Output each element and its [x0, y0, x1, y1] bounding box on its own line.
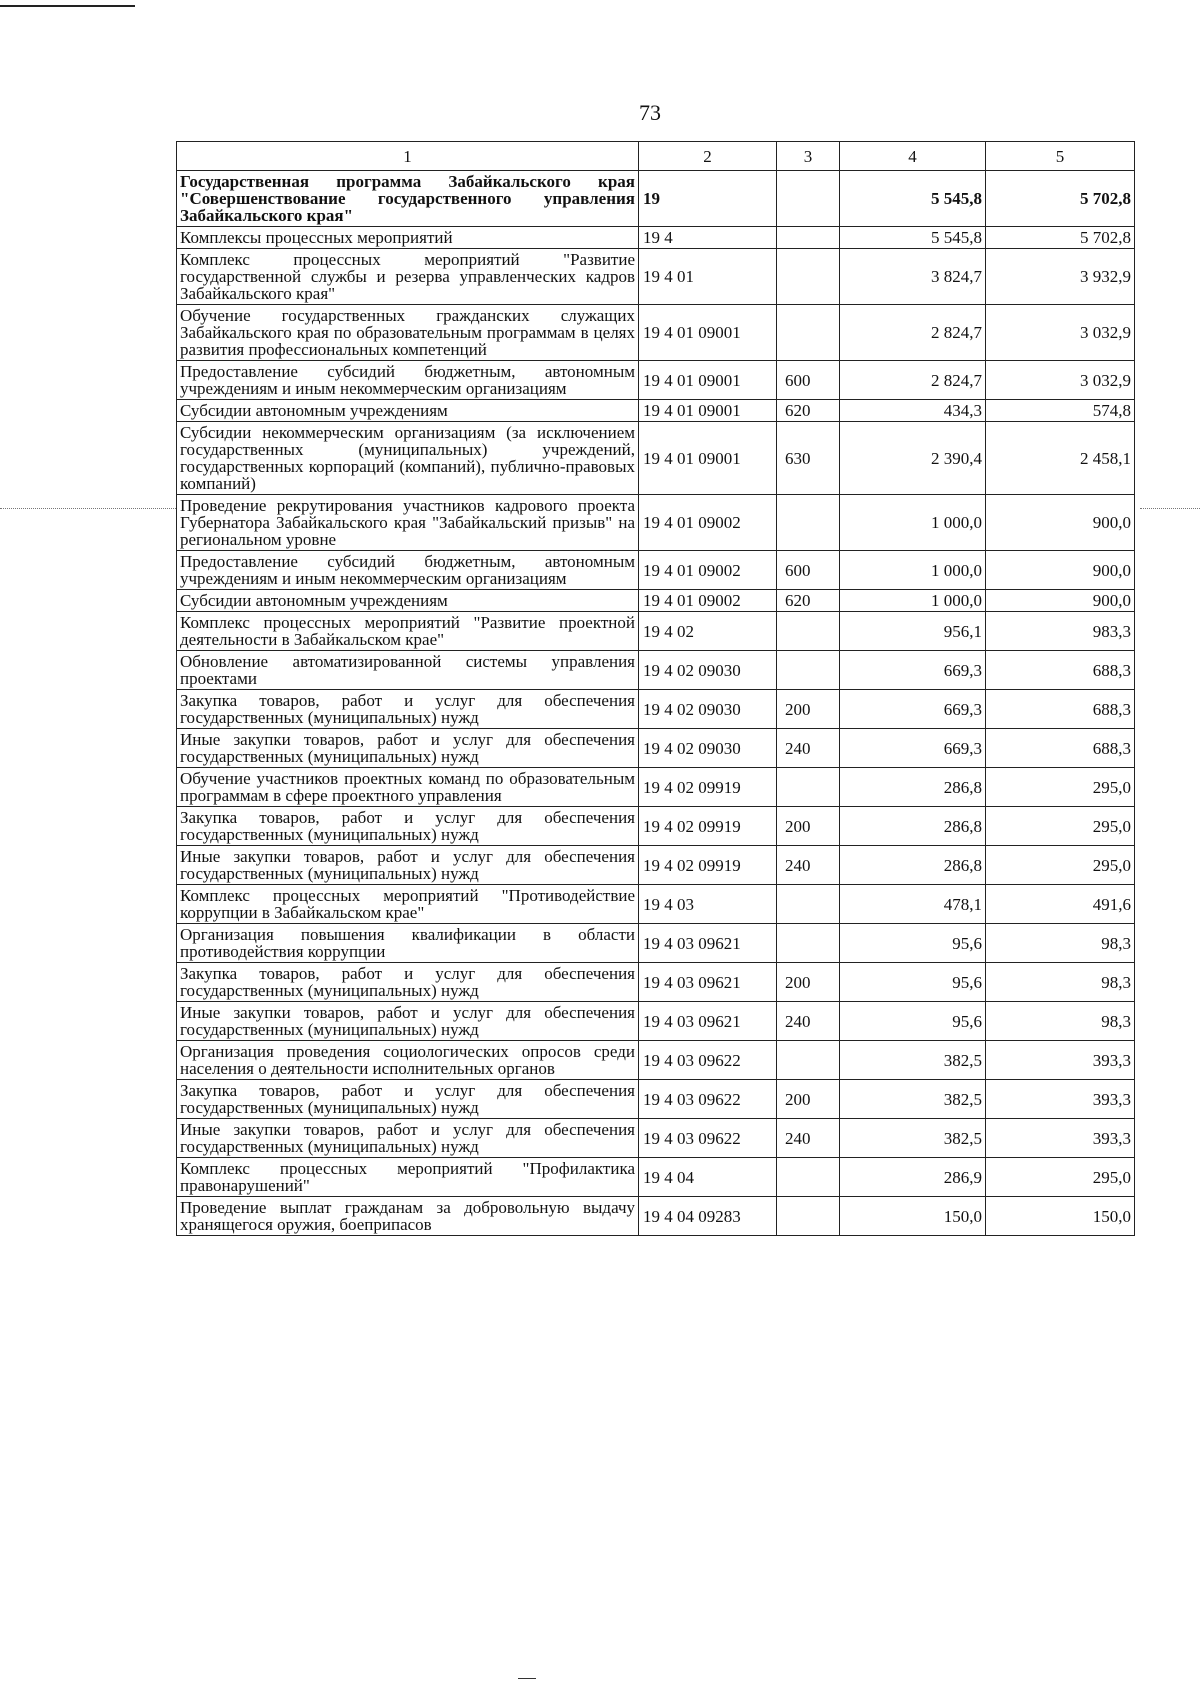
row-amount-2024-cell: 1 000,0 [840, 590, 986, 612]
row-code-cell: 19 4 01 09001 [639, 400, 777, 422]
row-amount-2024-cell: 1 000,0 [840, 551, 986, 590]
row-type-cell [777, 227, 840, 249]
row-amount-2024-cell: 382,5 [840, 1119, 986, 1158]
row-name-cell: Закупка товаров, работ и услуг для обеспечения государственных (муниципальных) нужд [177, 963, 639, 1002]
row-type-cell [777, 1197, 840, 1236]
row-name-cell: Комплексы процессных мероприятий [177, 227, 639, 249]
row-amount-2024-cell: 478,1 [840, 885, 986, 924]
row-type-cell [777, 249, 840, 305]
header-col-3: 3 [777, 142, 840, 171]
row-code-cell: 19 4 02 09030 [639, 690, 777, 729]
top-rule [0, 5, 135, 7]
row-type-cell: 620 [777, 400, 840, 422]
row-type-cell [777, 305, 840, 361]
row-type-cell: 620 [777, 590, 840, 612]
row-name-cell: Иные закупки товаров, работ и услуг для обеспечения государственных (муниципальных) нужд [177, 729, 639, 768]
row-name-cell: Субсидии автономным учреждениям [177, 400, 639, 422]
row-code-cell: 19 4 03 09621 [639, 963, 777, 1002]
row-amount-2025-cell: 2 458,1 [986, 422, 1135, 495]
row-code-cell: 19 4 02 09919 [639, 846, 777, 885]
row-amount-2025-cell: 688,3 [986, 729, 1135, 768]
row-amount-2024-cell: 2 824,7 [840, 361, 986, 400]
page-number: 73 [639, 100, 661, 125]
row-amount-2025-cell: 688,3 [986, 651, 1135, 690]
row-amount-2024-cell: 286,8 [840, 807, 986, 846]
row-name-cell: Предоставление субсидий бюджетным, автономным учреждениям и иным некоммерческим организациям [177, 551, 639, 590]
row-amount-2024-cell: 2 390,4 [840, 422, 986, 495]
row-name-cell: Предоставление субсидий бюджетным, автономным учреждениям и иным некоммерческим организациям [177, 361, 639, 400]
row-type-cell [777, 612, 840, 651]
row-code-cell: 19 4 02 09919 [639, 807, 777, 846]
row-name-cell: Закупка товаров, работ и услуг для обеспечения государственных (муниципальных) нужд [177, 690, 639, 729]
row-amount-2025-cell: 295,0 [986, 1158, 1135, 1197]
row-name-cell: Субсидии некоммерческим организациям (за исключением государственных (муниципальных) учреждений, государственных корпораций (компаний), публично-правовых компаний) [177, 422, 639, 495]
row-name-cell: Комплекс процессных мероприятий "Профилактика правонарушений" [177, 1158, 639, 1197]
row-amount-2024-cell: 286,8 [840, 768, 986, 807]
row-amount-2025-cell: 98,3 [986, 924, 1135, 963]
table-row [177, 227, 1135, 249]
row-amount-2024-cell: 956,1 [840, 612, 986, 651]
row-amount-2024-cell: 286,8 [840, 846, 986, 885]
row-type-cell: 200 [777, 807, 840, 846]
table-row [177, 924, 1135, 963]
row-code-cell: 19 4 04 09283 [639, 1197, 777, 1236]
table-row [177, 651, 1135, 690]
table-row [177, 495, 1135, 551]
row-amount-2024-cell: 382,5 [840, 1041, 986, 1080]
row-type-cell [777, 495, 840, 551]
row-code-cell: 19 4 02 [639, 612, 777, 651]
row-name-cell: Закупка товаров, работ и услуг для обеспечения государственных (муниципальных) нужд [177, 807, 639, 846]
row-type-cell: 630 [777, 422, 840, 495]
row-amount-2024-cell: 382,5 [840, 1080, 986, 1119]
row-code-cell: 19 4 01 09002 [639, 551, 777, 590]
row-code-cell: 19 4 01 [639, 249, 777, 305]
row-name-cell: Комплекс процессных мероприятий "Противодействие коррупции в Забайкальском крае" [177, 885, 639, 924]
row-amount-2024-cell: 434,3 [840, 400, 986, 422]
row-type-cell: 600 [777, 361, 840, 400]
header-col-2: 2 [639, 142, 777, 171]
table-row [177, 1002, 1135, 1041]
row-type-cell [777, 1041, 840, 1080]
row-name-cell: Иные закупки товаров, работ и услуг для обеспечения государственных (муниципальных) нужд [177, 1002, 639, 1041]
row-amount-2025-cell: 3 932,9 [986, 249, 1135, 305]
row-type-cell: 200 [777, 690, 840, 729]
row-amount-2024-cell: 669,3 [840, 690, 986, 729]
row-name-cell: Закупка товаров, работ и услуг для обеспечения государственных (муниципальных) нужд [177, 1080, 639, 1119]
table-body [177, 171, 1135, 1236]
row-name-cell: Комплекс процессных мероприятий "Развитие государственной службы и резерва управленческих кадров Забайкальского края" [177, 249, 639, 305]
row-name-cell: Комплекс процессных мероприятий "Развитие проектной деятельности в Забайкальском крае" [177, 612, 639, 651]
row-code-cell: 19 [639, 171, 777, 227]
row-name-cell: Проведение рекрутирования участников кадрового проекта Губернатора Забайкальского края "Забайкальский призыв" на региональном уровне [177, 495, 639, 551]
table-row [177, 846, 1135, 885]
row-amount-2025-cell: 3 032,9 [986, 361, 1135, 400]
table-row [177, 551, 1135, 590]
row-amount-2024-cell: 95,6 [840, 1002, 986, 1041]
row-code-cell: 19 4 01 09002 [639, 495, 777, 551]
row-name-cell: Иные закупки товаров, работ и услуг для обеспечения государственных (муниципальных) нужд [177, 1119, 639, 1158]
row-amount-2024-cell: 286,9 [840, 1158, 986, 1197]
table-row [177, 1041, 1135, 1080]
row-amount-2024-cell: 150,0 [840, 1197, 986, 1236]
row-type-cell [777, 1158, 840, 1197]
row-amount-2025-cell: 900,0 [986, 495, 1135, 551]
row-code-cell: 19 4 01 09002 [639, 590, 777, 612]
row-amount-2024-cell: 3 824,7 [840, 249, 986, 305]
table-row [177, 1158, 1135, 1197]
row-amount-2025-cell: 688,3 [986, 690, 1135, 729]
row-amount-2025-cell: 98,3 [986, 1002, 1135, 1041]
row-amount-2024-cell: 1 000,0 [840, 495, 986, 551]
table-row [177, 422, 1135, 495]
table-row [177, 612, 1135, 651]
table-row [177, 249, 1135, 305]
row-type-cell: 240 [777, 1002, 840, 1041]
row-type-cell [777, 171, 840, 227]
row-name-cell: Проведение выплат гражданам за добровольную выдачу хранящегося оружия, боеприпасов [177, 1197, 639, 1236]
table-row [177, 807, 1135, 846]
row-amount-2025-cell: 900,0 [986, 551, 1135, 590]
row-code-cell: 19 4 01 09001 [639, 361, 777, 400]
row-type-cell [777, 768, 840, 807]
table-row [177, 590, 1135, 612]
row-amount-2024-cell: 95,6 [840, 963, 986, 1002]
table-row [177, 885, 1135, 924]
row-amount-2025-cell: 393,3 [986, 1119, 1135, 1158]
row-code-cell: 19 4 03 09622 [639, 1119, 777, 1158]
row-type-cell: 240 [777, 729, 840, 768]
header-col-4: 4 [840, 142, 986, 171]
row-code-cell: 19 4 03 [639, 885, 777, 924]
row-type-cell [777, 885, 840, 924]
row-amount-2025-cell: 3 032,9 [986, 305, 1135, 361]
row-amount-2025-cell: 5 702,8 [986, 171, 1135, 227]
row-amount-2024-cell: 5 545,8 [840, 171, 986, 227]
budget-table [176, 141, 1135, 1236]
row-amount-2025-cell: 574,8 [986, 400, 1135, 422]
row-code-cell: 19 4 02 09030 [639, 729, 777, 768]
row-amount-2025-cell: 983,3 [986, 612, 1135, 651]
row-name-cell: Обновление автоматизированной системы управления проектами [177, 651, 639, 690]
table-row [177, 690, 1135, 729]
row-amount-2024-cell: 2 824,7 [840, 305, 986, 361]
table-row [177, 400, 1135, 422]
row-name-cell: Государственная программа Забайкальского края "Совершенствование государственного управления Забайкальского края" [177, 171, 639, 227]
right-dotted-margin-line [1140, 508, 1200, 509]
table-row [177, 1119, 1135, 1158]
table-row [177, 729, 1135, 768]
row-amount-2025-cell: 150,0 [986, 1197, 1135, 1236]
row-type-cell [777, 924, 840, 963]
row-type-cell: 200 [777, 1080, 840, 1119]
row-amount-2025-cell: 295,0 [986, 768, 1135, 807]
row-code-cell: 19 4 04 [639, 1158, 777, 1197]
table-row [177, 171, 1135, 227]
row-type-cell: 240 [777, 1119, 840, 1158]
footer-dash [518, 1678, 536, 1679]
row-name-cell: Обучение государственных гражданских служащих Забайкальского края по образовательным программам в целях развития профессиональных компетенций [177, 305, 639, 361]
row-type-cell: 240 [777, 846, 840, 885]
row-amount-2024-cell: 669,3 [840, 651, 986, 690]
table-header-row [177, 142, 1135, 171]
row-name-cell: Организация повышения квалификации в области противодействия коррупции [177, 924, 639, 963]
row-amount-2025-cell: 900,0 [986, 590, 1135, 612]
row-type-cell: 200 [777, 963, 840, 1002]
table-row [177, 963, 1135, 1002]
row-code-cell: 19 4 03 09622 [639, 1041, 777, 1080]
row-name-cell: Субсидии автономным учреждениям [177, 590, 639, 612]
header-col-1: 1 [177, 142, 639, 171]
row-amount-2025-cell: 393,3 [986, 1080, 1135, 1119]
row-amount-2025-cell: 393,3 [986, 1041, 1135, 1080]
row-code-cell: 19 4 03 09621 [639, 924, 777, 963]
row-code-cell: 19 4 02 09919 [639, 768, 777, 807]
row-name-cell: Организация проведения социологических опросов среди населения о деятельности исполнительных органов [177, 1041, 639, 1080]
header-col-5: 5 [986, 142, 1135, 171]
table-row [177, 768, 1135, 807]
row-code-cell: 19 4 01 09001 [639, 305, 777, 361]
row-name-cell: Иные закупки товаров, работ и услуг для обеспечения государственных (муниципальных) нужд [177, 846, 639, 885]
row-name-cell: Обучение участников проектных команд по образовательным программам в сфере проектного управления [177, 768, 639, 807]
row-amount-2025-cell: 295,0 [986, 846, 1135, 885]
row-code-cell: 19 4 [639, 227, 777, 249]
row-code-cell: 19 4 02 09030 [639, 651, 777, 690]
row-code-cell: 19 4 03 09621 [639, 1002, 777, 1041]
row-amount-2024-cell: 669,3 [840, 729, 986, 768]
row-code-cell: 19 4 01 09001 [639, 422, 777, 495]
row-code-cell: 19 4 03 09622 [639, 1080, 777, 1119]
table-row [177, 1080, 1135, 1119]
row-amount-2025-cell: 295,0 [986, 807, 1135, 846]
row-amount-2025-cell: 98,3 [986, 963, 1135, 1002]
row-type-cell [777, 651, 840, 690]
table-row [177, 305, 1135, 361]
row-amount-2024-cell: 95,6 [840, 924, 986, 963]
table-row [177, 1197, 1135, 1236]
row-type-cell: 600 [777, 551, 840, 590]
row-amount-2024-cell: 5 545,8 [840, 227, 986, 249]
table-row [177, 361, 1135, 400]
row-amount-2025-cell: 5 702,8 [986, 227, 1135, 249]
row-amount-2025-cell: 491,6 [986, 885, 1135, 924]
left-dotted-margin-line [0, 508, 176, 509]
